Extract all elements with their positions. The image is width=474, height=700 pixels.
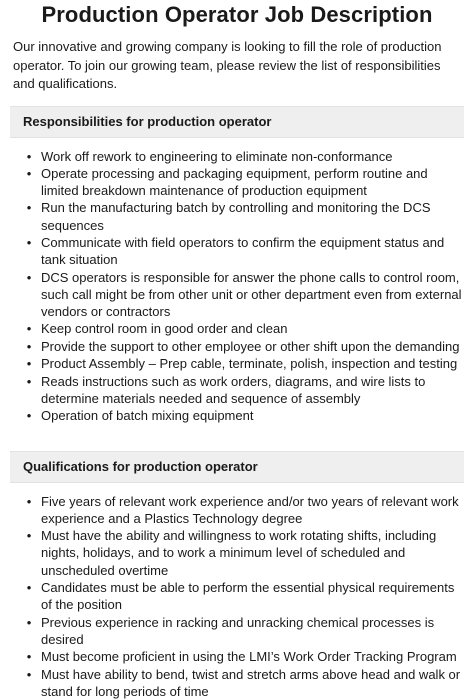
bullet-icon: • (26, 493, 32, 509)
bullet-icon: • (26, 614, 32, 630)
list-item: • Candidates must be able to perform the essential physical requirements of the position (10, 579, 464, 613)
bullet-icon: • (26, 338, 32, 354)
bullet-icon: • (26, 666, 32, 682)
list-item: • Reads instructions such as work orders, diagrams, and wire lists to determine materials needed and sequence of assembly (10, 373, 464, 407)
bullet-icon: • (26, 165, 32, 181)
bullet-icon: • (26, 200, 32, 216)
qualifications-list (10, 493, 464, 700)
bullet-icon: • (26, 269, 32, 285)
responsibilities-header (10, 106, 464, 138)
list-item: • Work off rework to engineering to eliminate non-conformance (10, 148, 464, 165)
list-item: • Five years of relevant work experience and/or two years of relevant work experience and a Plastics Technology degree (10, 493, 464, 527)
bullet-icon: • (26, 356, 32, 372)
list-item: • Previous experience in racking and unracking chemical processes is desired (10, 614, 464, 648)
list-item: • DCS operators is responsible for answer the phone calls to control room, such call might be from other unit or other department even from external vendors or contractors (10, 269, 464, 321)
list-item: • Communicate with field operators to confirm the equipment status and tank situation (10, 234, 464, 268)
list-item: • Must become proficient in using the LMI’s Work Order Tracking Program (10, 648, 464, 665)
intro-paragraph: Our innovative and growing company is looking to fill the role of production operator. To join our growing team, please review the list of responsibilities and qualifications. (13, 39, 442, 91)
bullet-icon: • (26, 373, 32, 389)
list-item: • Run the manufacturing batch by controlling and monitoring the DCS sequences (10, 199, 464, 233)
responsibilities-header-label: Responsibilities for production operator (23, 113, 272, 129)
list-item: • Must have ability to bend, twist and stretch arms above head and walk or stand for long periods of time (10, 666, 464, 700)
list-item: • Product Assembly – Prep cable, terminate, polish, inspection and testing (10, 355, 464, 372)
bullet-icon: • (26, 580, 32, 596)
list-item: • Operate processing and packaging equipment, perform routine and limited breakdown maintenance of production equipment (10, 165, 464, 199)
list-item: • Must have the ability and willingness to work rotating shifts, including nights, holidays, and to work a minimum level of scheduled and unscheduled overtime (10, 527, 464, 579)
bullet-icon: • (26, 649, 32, 665)
qualifications-header (10, 451, 464, 483)
list-item: • Provide the support to other employee or other shift upon the demanding (10, 338, 464, 355)
list-item: • Operation of batch mixing equipment (10, 407, 464, 424)
bullet-icon: • (26, 528, 32, 544)
bullet-icon: • (26, 235, 32, 251)
page-title: Production Operator Job Description (41, 2, 433, 27)
bullet-icon: • (26, 321, 32, 337)
bullet-icon: • (26, 148, 32, 164)
responsibilities-list (10, 148, 464, 425)
bullet-icon: • (26, 408, 32, 424)
list-item: • Keep control room in good order and clean (10, 320, 464, 337)
qualifications-header-label: Qualifications for production operator (23, 458, 258, 474)
